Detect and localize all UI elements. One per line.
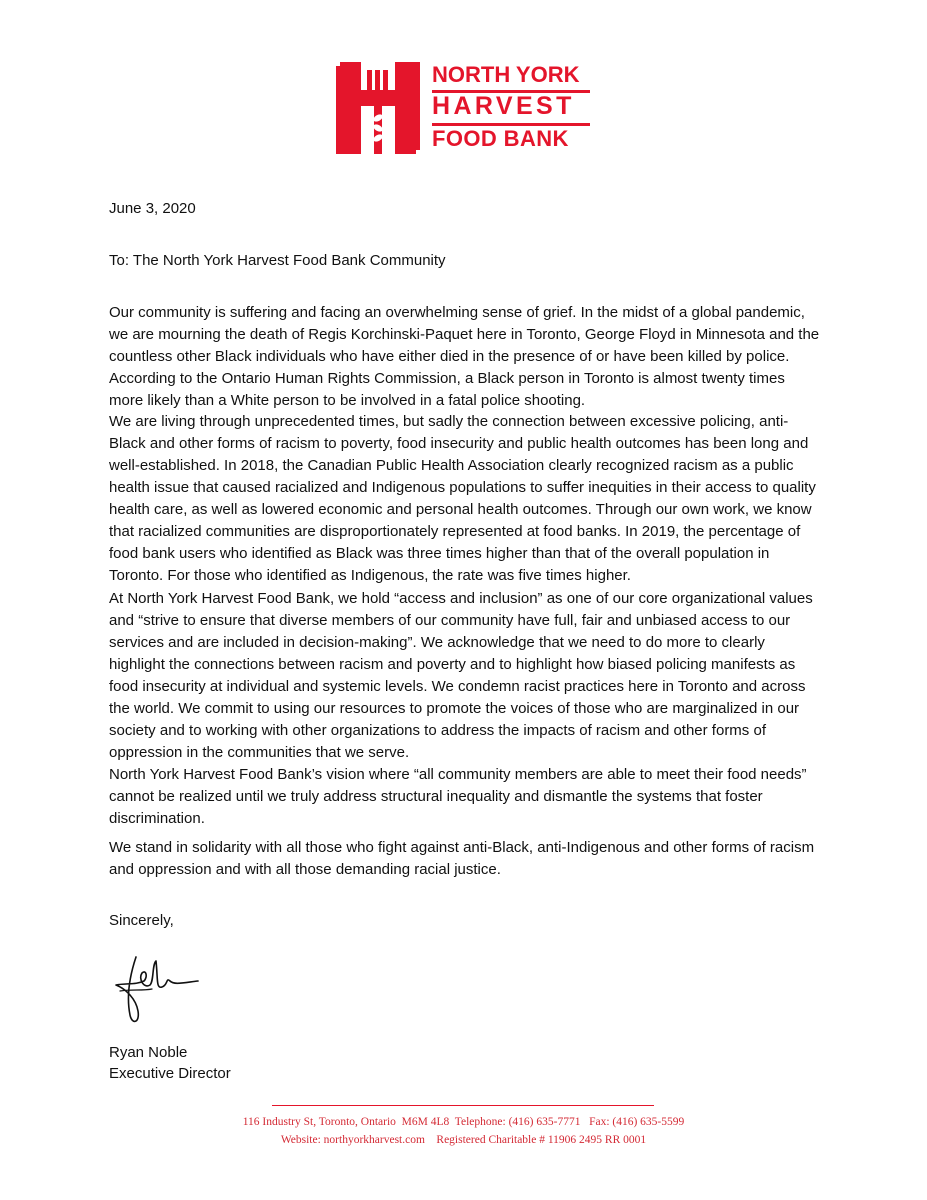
logo-line-2: HARVEST xyxy=(432,92,575,120)
signer-title: Executive Director xyxy=(109,1065,231,1082)
signer-name: Ryan Noble xyxy=(109,1044,188,1061)
paragraph-5: We stand in solidarity with all those who fight against anti-Black, anti-Indigenous and other forms of racism and oppression and with all those demanding racial justice. xyxy=(109,839,815,878)
paragraph-2: We are living through unprecedented times, but sadly the connection between excessive policing, anti-Black and other forms of racism to poverty, food insecurity and public health outcomes has been long and well-established. In 2018, the Canadian Public Health Association clearly recognized racism as a public health issue that caused racialized and Indigenous populations to suffer inequities in their access to quality health care, as well as lowered economic and personal health outcomes. Through our own work, we know that racialized communities are disproportionately represented at food banks. In 2019, the percentage of food bank users who identified as Black was three times higher than that of the overall population in Toronto. For those who identified as Indigenous, the rate was five times higher. xyxy=(109,413,816,584)
paragraph-4: North York Harvest Food Bank’s vision where “all community members are able to meet their food needs” cannot be realized until we truly address structural inequality and dismantle the systems that foster discrimination. xyxy=(109,766,807,827)
logo xyxy=(334,62,596,154)
letter-date: June 3, 2020 xyxy=(109,200,196,217)
footer-divider xyxy=(272,1105,654,1106)
signature-icon xyxy=(112,955,202,1027)
food-bank-h-logo-icon xyxy=(334,62,422,154)
footer-address: 116 Industry St, Toronto, Ontario M6M 4L8 Telephone: (416) 635-7771 Fax: (416) 635-5599 xyxy=(242,1116,685,1128)
logo-line-3: FOOD BANK xyxy=(432,126,569,151)
paragraph-3: At North York Harvest Food Bank, we hold “access and inclusion” as one of our core organizational values and “strive to ensure that diverse members of our community have full, fair and unbiased access to our services and are included in decision-making”. We acknowledge that we need to do more to clearly highlight the connections between racism and poverty and to highlight how biased policing manifests as food insecurity at individual and systemic levels. We condemn racist practices here in Toronto and across the world. We commit to using our resources to promote the voices of those who are marginalized in our society and to working with other organizations to address the impacts of racism and other forms of oppression in the communities that we serve. xyxy=(109,590,813,761)
footer-website: Website: northyorkharvest.com Registered Charitable # 11906 2495 RR 0001 xyxy=(280,1134,647,1146)
letter-closing: Sincerely, xyxy=(109,912,174,929)
letter-recipient: To: The North York Harvest Food Bank Community xyxy=(109,252,446,269)
paragraph-1: Our community is suffering and facing an overwhelming sense of grief. In the midst of a global pandemic, we are mourning the death of Regis Korchinski-Paquet here in Toronto, George Floyd in Minnesota and the countless other Black individuals who have either died in the presence of or have been killed by police. According to the Ontario Human Rights Commission, a Black person in Toronto is almost twenty times more likely than a White person to be involved in a fatal police shooting. xyxy=(109,304,820,409)
logo-line-1: NORTH YORK xyxy=(432,62,580,87)
